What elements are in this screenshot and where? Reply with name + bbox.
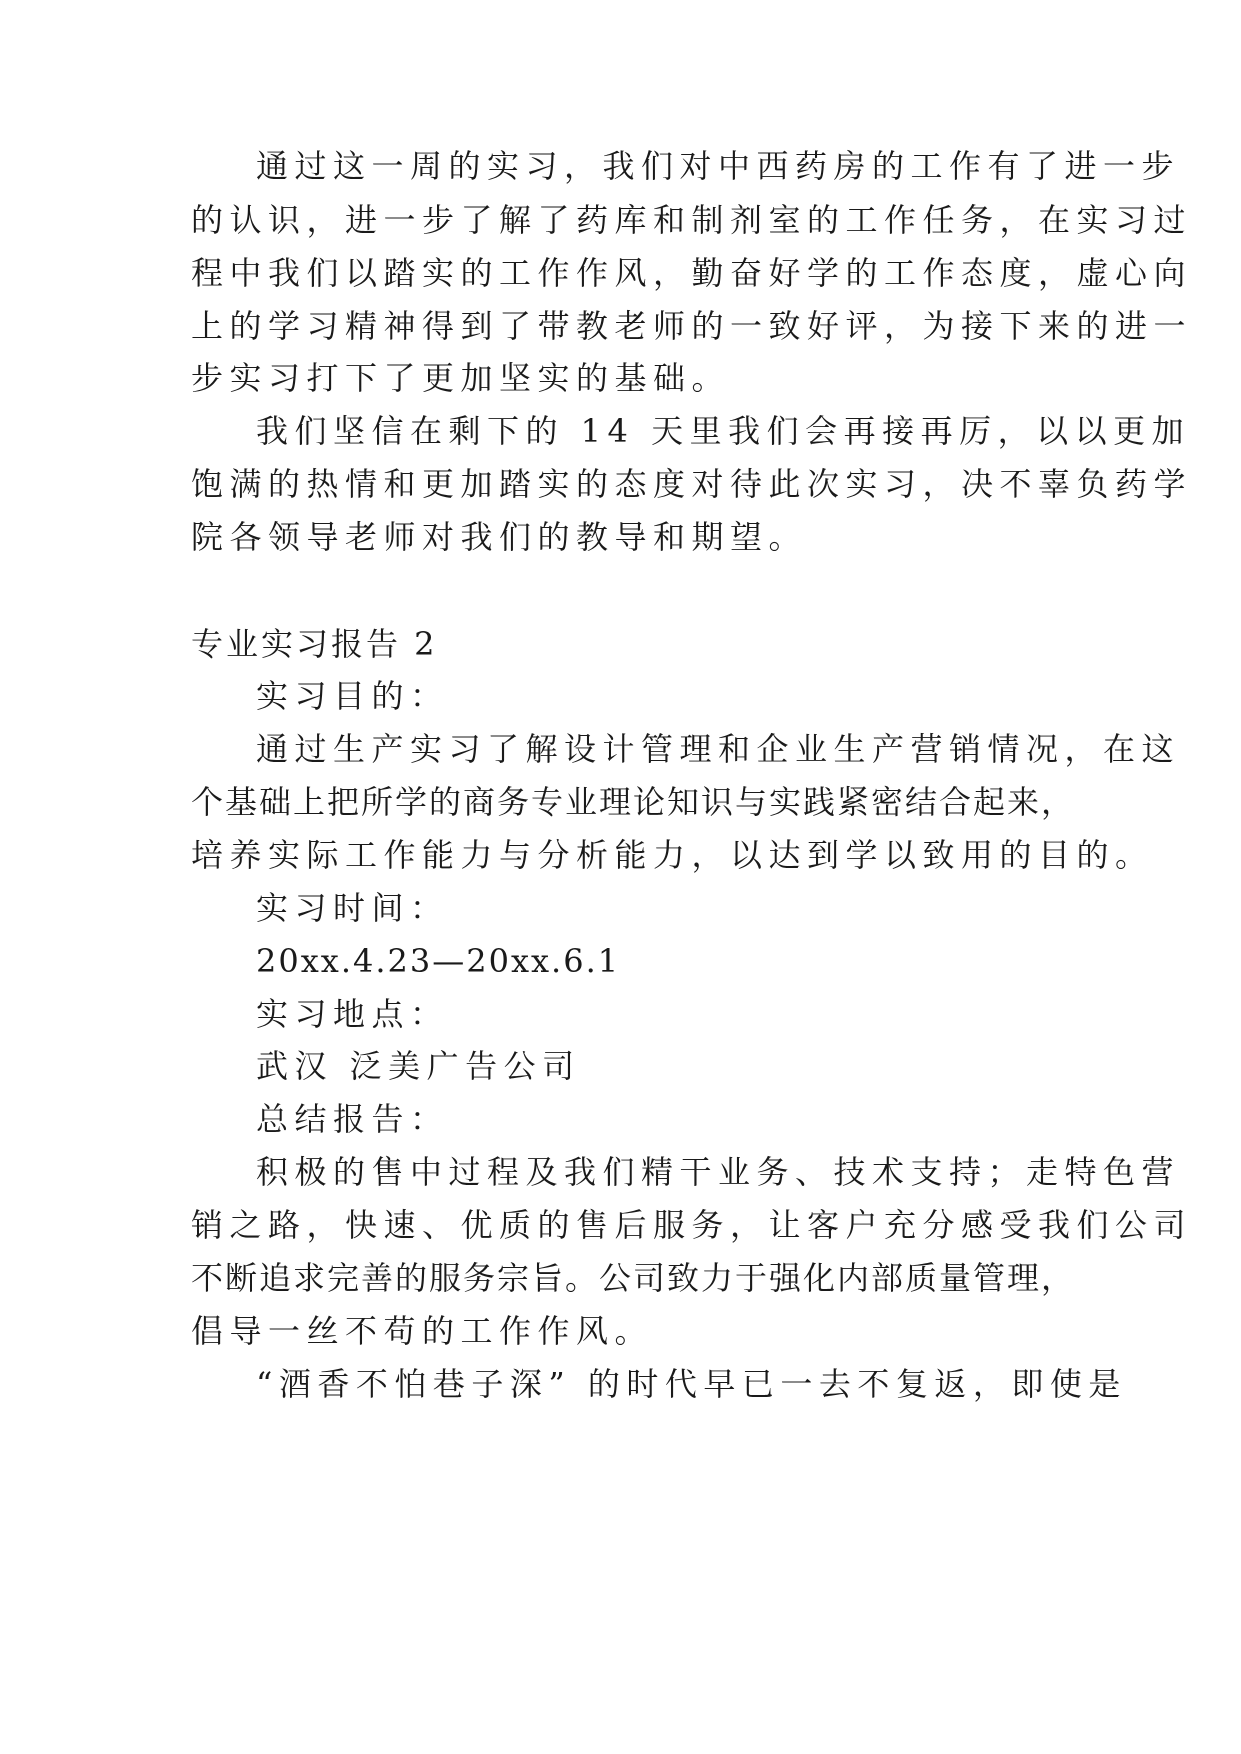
paragraph-line: 积极的售中过程及我们精干业务、技术支持；走特色营 [256,1153,1181,1191]
paragraph-line: 实习时间： [256,889,449,927]
paragraph-line: 总结报告： [256,1100,449,1138]
paragraph-line: “酒香不怕巷子深” 的时代早已一去不复返，即使是 [256,1365,1127,1403]
paragraph-line: 通过生产实习了解设计管理和企业生产营销情况，在这 [256,730,1181,768]
paragraph-line: 通过这一周的实习，我们对中西药房的工作有了进一步 [256,147,1181,185]
paragraph-line: 院各领导老师对我们的教导和期望。 [191,518,808,556]
paragraph-line: 的认识，进一步了解了药库和制剂室的工作任务，在实习过 [191,201,1193,239]
paragraph-line: 程中我们以踏实的工作作风，勤奋好学的工作态度，虚心向 [191,254,1193,292]
paragraph-line: 武汉 泛美广告公司 [256,1047,581,1085]
paragraph-line: 实习目的： [256,677,449,715]
paragraph-line: 饱满的热情和更加踏实的态度对待此次实习，决不辜负药学 [191,465,1193,503]
paragraph-line: 实习地点： [256,995,449,1033]
paragraph-line: 20xx.4.23—20xx.6.1 [256,942,621,980]
paragraph-line: 倡导一丝不苟的工作作风。 [191,1312,654,1350]
section-heading: 专业实习报告 2 [191,625,438,663]
paragraph-line: 上的学习精神得到了带教老师的一致好评，为接下来的进一 [191,307,1193,345]
paragraph-line: 个基础上把所学的商务专业理论知识与实践紧密结合起来， [191,783,1076,821]
paragraph-line: 不断追求完善的服务宗旨。公司致力于强化内部质量管理， [191,1259,1076,1297]
paragraph-line: 培养实际工作能力与分析能力，以达到学以致用的目的。 [191,836,1154,874]
paragraph-line: 销之路，快速、优质的售后服务，让客户充分感受我们公司 [191,1206,1193,1244]
paragraph-line: 步实习打下了更加坚实的基础。 [191,359,731,397]
paragraph-line: 我们坚信在剩下的 14 天里我们会再接再厉，以以更加 [256,412,1191,450]
